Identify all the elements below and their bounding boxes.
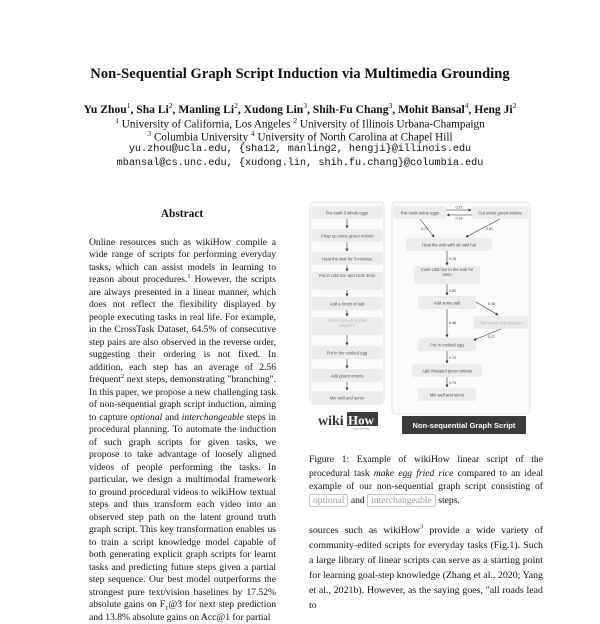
edge-prob: 0.82 xyxy=(449,289,456,293)
node-label: Add some chili peppers xyxy=(479,320,523,326)
left-step xyxy=(312,369,382,382)
graph-node xyxy=(418,388,476,401)
caption-text: and xyxy=(348,494,368,506)
author-affil-mark: 4 xyxy=(464,101,469,110)
node-label: Add chopped green onions xyxy=(421,368,473,374)
wikihow-logo xyxy=(316,410,378,431)
edge-prob: 0.27 xyxy=(455,205,463,210)
graph-node xyxy=(474,316,528,329)
footnote-mark: 3 xyxy=(419,523,424,531)
abstract-emphasis: optional xyxy=(130,411,163,423)
footnote-mark: 1 xyxy=(187,273,191,281)
logo-how-text: How xyxy=(348,412,374,428)
graph-node xyxy=(406,238,492,251)
email-line-2: mbansal@cs.unc.edu, {xudong.lin, shih.fu.chang}@columbia.edu xyxy=(116,158,484,169)
caption-text: steps. xyxy=(435,494,460,506)
graph-banner-text: Non-sequential Graph Script xyxy=(412,421,516,430)
abstract-heading: Abstract xyxy=(160,208,204,220)
node-label: Cook cold rice in the wok for 3min xyxy=(420,267,474,278)
author-name: Shih-Fu Chang xyxy=(312,102,389,116)
node-label: Cut some green onions xyxy=(478,210,522,216)
footnote-mark: 2 xyxy=(120,373,125,381)
step-label: Put in the cooked egg xyxy=(326,350,368,356)
figure-1 xyxy=(306,200,534,440)
node-label: Heat the wok with oil until hot xyxy=(421,242,477,248)
author-name: Heng Ji xyxy=(474,102,513,116)
body-text: provide a wide variety of community-edited scripts for everyday tasks (Fig.1). Such a large library of linear scripts can serve as a starting point for learning goal-step knowledge (Zhang et al., 2020; Yang et al., 2021b). However, as the saying goes, "all roads lead to xyxy=(309,525,543,611)
left-step xyxy=(312,252,382,265)
author-affil-mark: 1 xyxy=(126,101,131,110)
affiliation: University of North Carolina at Chapel Hill xyxy=(257,131,453,144)
edge-prob: 0.19 xyxy=(455,216,463,221)
figure-caption xyxy=(309,453,543,507)
subscript: 1 xyxy=(165,604,169,612)
interchangeable-tag: interchangeable xyxy=(367,494,436,507)
caption-text: compared to an ideal example of our non-sequential graph script consisting of xyxy=(309,467,544,493)
body-text: sources such as wikiHow xyxy=(309,525,420,536)
email-line-1: yu.zhou@ucla.edu, {sha12, manling2, hengji}@illinois.edu xyxy=(128,144,472,155)
affiliation: Columbia University xyxy=(153,131,249,144)
author-affil-mark: 2 xyxy=(512,101,517,110)
step-label: Add a touch of salt xyxy=(329,301,365,307)
affiliation: University of Illinois Urbana-Champaign xyxy=(299,118,485,131)
node-label: Mix well and serve xyxy=(429,392,465,398)
node-label: Pre-cook some eggs xyxy=(400,210,440,216)
left-step xyxy=(312,272,382,290)
abstract-text: next steps, demonstrating "branching". In this paper, we propose a new challenging task of non-sequential graph script induction, aiming to capture xyxy=(89,374,276,423)
edge-prob: 0.75 xyxy=(449,381,456,385)
node-label: Put in cooked egg xyxy=(430,342,464,348)
author-affil-mark: 2 xyxy=(168,101,173,110)
abstract-text: and xyxy=(162,411,182,423)
abstract-text: Online resources such as wikiHow compile a wide range of scripts for performing everyday tasks, which can assist models in learning to reason about procedures. xyxy=(89,237,276,286)
optional-tag: optional xyxy=(309,494,348,507)
left-step xyxy=(312,346,382,359)
left-step xyxy=(312,229,382,242)
step-label: Pre-cook 3 whole eggs xyxy=(325,210,369,216)
step-label: Chop up some green onions xyxy=(320,233,374,239)
left-step xyxy=(312,206,382,219)
edge-prob: 0.40 xyxy=(488,302,495,306)
abstract-body xyxy=(89,237,276,624)
edge-prob: 0.27 xyxy=(488,335,495,339)
author-name: Xudong Lin xyxy=(243,102,304,116)
edge-prob: 0.46 xyxy=(449,321,456,325)
affil-number: 4 xyxy=(250,129,255,138)
step-label: Put in a touch of chili peppers xyxy=(327,318,367,329)
author-name: Sha Li xyxy=(136,102,169,116)
graph-node xyxy=(472,206,528,219)
node-label: Add some salt xyxy=(433,300,461,306)
node-label-wrap xyxy=(418,267,476,283)
affil-number: 1 xyxy=(115,116,119,125)
edge-prob: 0.73 xyxy=(421,227,428,231)
graph-node xyxy=(418,296,476,309)
author-list: Yu Zhou$^1$, Sha Li$^2$, Manling Li$^2$, Xudong Lin$^3$, Shih-Fu Chang$^3$, Mohit Bansal$^4$, Heng Ji$^2$ xyxy=(83,101,517,116)
affiliation: University of California, Los Angeles xyxy=(121,118,291,131)
graph-node xyxy=(414,266,480,284)
left-step xyxy=(312,297,382,310)
graph-node xyxy=(394,206,446,219)
edge-prob: 0.81 xyxy=(486,227,493,231)
author-affil-mark: 3 xyxy=(388,101,393,110)
logo-wiki-text: wiki xyxy=(318,414,344,429)
edge-prob: 0.75 xyxy=(449,356,456,360)
abstract-text: However, the scripts are always presented in a linear manner, which does not reflect the flexibility displayed by people executing tasks in real life. For example, in the CrossTask Dataset, 64.5% of consecutive step pairs are also observed in the reverse order, suggesting their ordering is not fixed. In addition, each step has an average of 2.56 frequent xyxy=(89,274,276,386)
affil-number: 2 xyxy=(293,116,298,125)
caption-emphasis: make egg fried rice xyxy=(373,467,454,479)
step-label: Add green onions xyxy=(330,373,364,379)
logo-tagline: to do anything... xyxy=(352,427,372,431)
edge-prob: 0.76 xyxy=(449,257,456,261)
step-label: Put in cold rice and cook 3min xyxy=(319,273,375,278)
graph-node xyxy=(418,338,476,351)
author-name: Yu Zhou xyxy=(83,102,127,116)
abstract-text: steps in procedural planning. To automate the induction of such graph scripts for given tasks, we propose to take advantage of loosely aligned videos of people performing the tasks. In particular, we design a multimodal framework to ground procedural videos to wikiHow textual steps and thus transform each video into an observed step path on the latent ground truth graph script. This key transformation enables us to train a script knowledge model capable of both generating explicit graph scripts for learnt tasks and predicting future steps given a partial step sequence. Our best model outperforms the strongest pure text/vision baselines by 17.52% absolute gains on F xyxy=(89,411,276,611)
abstract-emphasis: interchangeable xyxy=(181,411,244,423)
step-label-wrap xyxy=(322,318,372,334)
intro-body xyxy=(309,524,543,613)
author-name: Mohit Bansal xyxy=(398,102,465,116)
author-affil-mark: 3 xyxy=(303,101,307,110)
affiliation-line-2 xyxy=(0,129,600,144)
abstract-text: @3 for next step prediction and 13.8% absolute gains on Acc@1 for partial xyxy=(89,599,276,623)
step-label: Heat the wok for 3 minutes xyxy=(322,256,372,262)
caption-text: Figure 1: Example of wikiHow linear script of the procedural task xyxy=(309,454,543,479)
affil-number: 3 xyxy=(147,129,152,138)
author-name: Manling Li xyxy=(178,102,235,116)
figure-diagram xyxy=(306,200,534,440)
author-affil-mark: 2 xyxy=(234,101,238,110)
step-label-wrap xyxy=(316,273,378,289)
paper-title: Non-Sequential Graph Script Induction via Multimedia Grounding xyxy=(90,66,510,82)
left-step xyxy=(312,317,382,335)
left-step xyxy=(312,391,382,404)
step-label: Mix well and serve xyxy=(329,395,365,401)
graph-node xyxy=(412,364,482,377)
